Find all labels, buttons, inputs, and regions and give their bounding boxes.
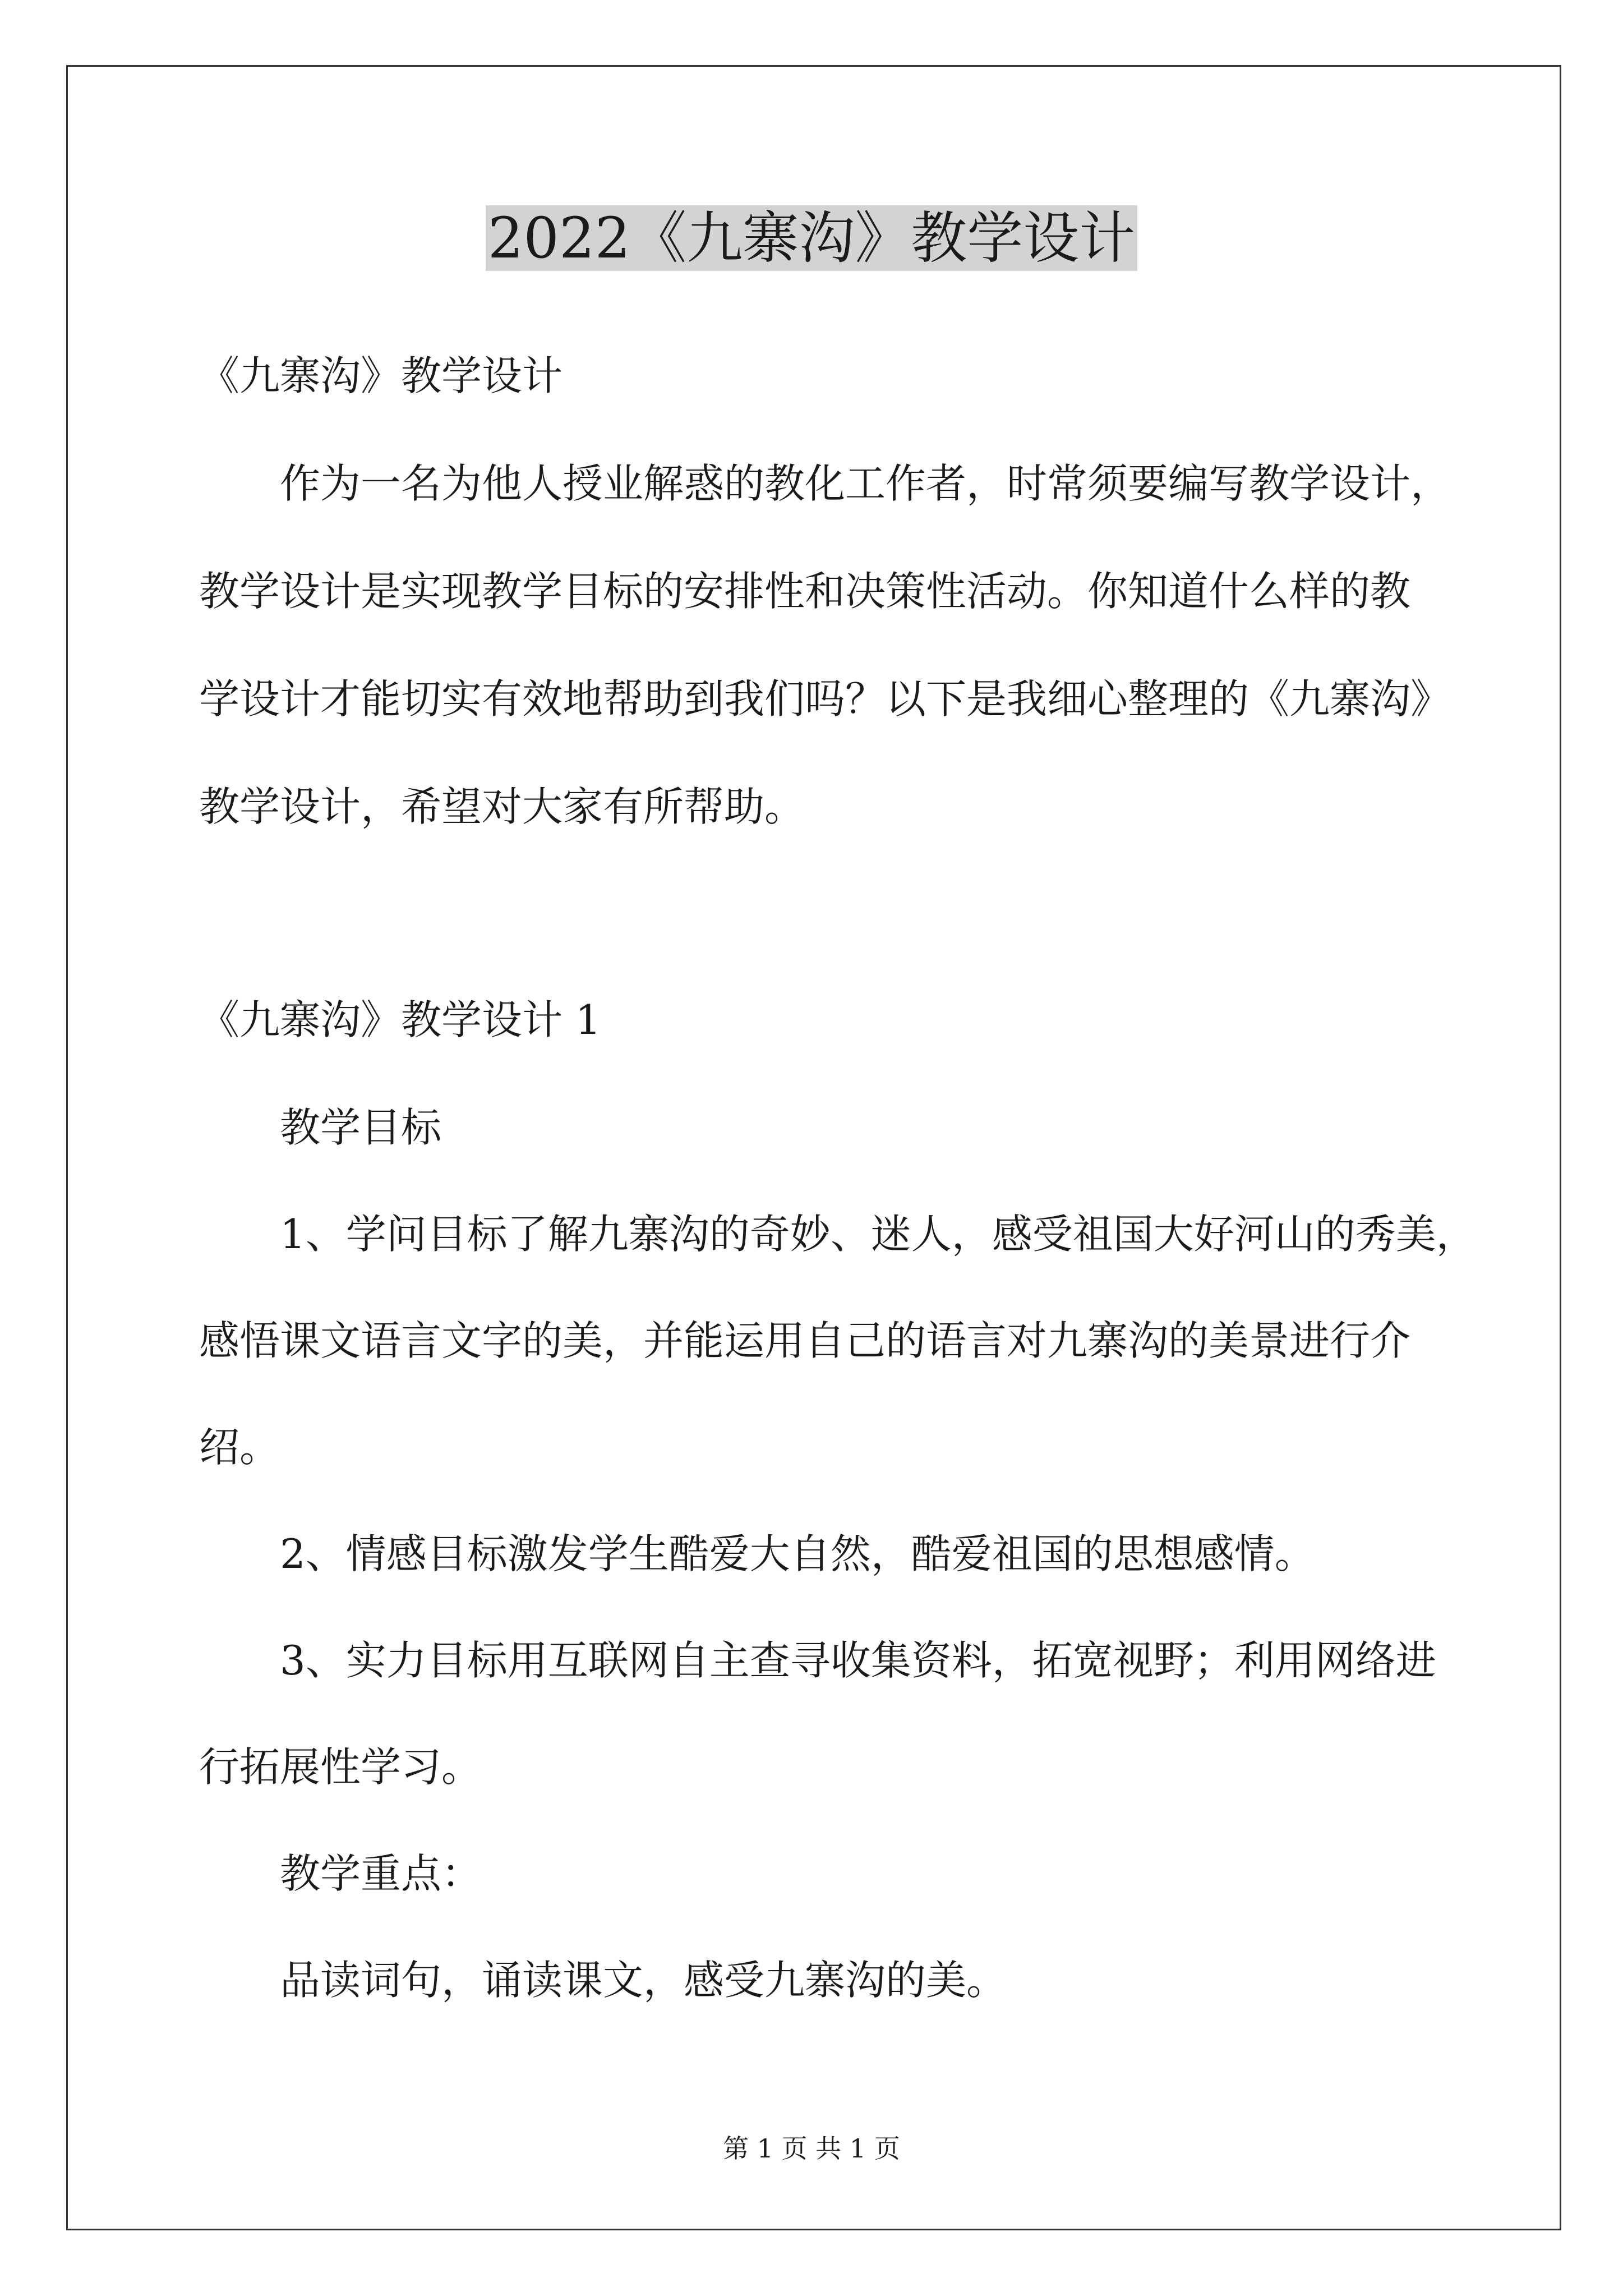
goal3-line-2: 行拓展性学习。 [199,1743,482,1791]
goal3-line-1: 3、实力目标用互联网自主查寻收集资料，拓宽视野；利用网络进 [280,1637,1436,1684]
intro-line-1: 作为一名为他人授业解惑的教化工作者，时常须要编写教学设计， [280,460,1451,507]
document-title [0,199,1623,278]
goals-heading: 教学目标 [280,1104,442,1151]
section-heading: 《九寨沟》教学设计 1 [199,996,601,1043]
page-footer: 第 1 页 共 1 页 [723,2133,900,2164]
intro-line-2: 教学设计是实现教学目标的安排性和决策性活动。你知道什么样的教 [199,568,1411,615]
subtitle: 《九寨沟》教学设计 [199,352,563,399]
goal2-line: 2、情感目标激发学生酷爱大自然，酷爱祖国的思想感情。 [280,1530,1315,1577]
goal1-line-3: 绍。 [199,1424,280,1471]
goal1-line-2: 感悟课文语言文字的美，并能运用自己的语言对九寨沟的美景进行介 [199,1317,1411,1364]
goal1-line-1: 1、学问目标了解九寨沟的奇妙、迷人，感受祖国大好河山的秀美， [280,1211,1477,1258]
key-points-text: 品读词句，诵读课文，感受九寨沟的美。 [280,1957,1007,2004]
intro-line-3: 学设计才能切实有效地帮助到我们吗？以下是我细心整理的《九寨沟》 [199,675,1451,723]
intro-line-4: 教学设计，希望对大家有所帮助。 [199,783,805,830]
document-title-text: 2022《九寨沟》教学设计 [486,205,1138,271]
key-points-heading: 教学重点： [280,1850,482,1897]
